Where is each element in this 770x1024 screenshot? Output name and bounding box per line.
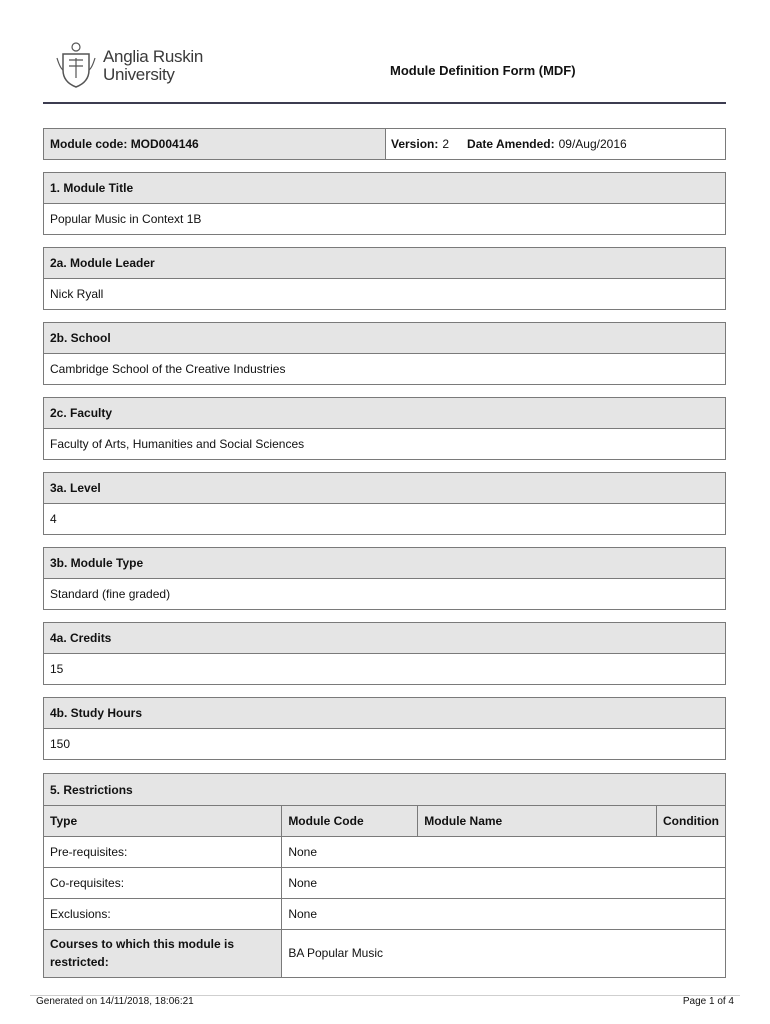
logo-wordmark: Anglia Ruskin University [103,47,204,84]
restrictions-table [44,805,725,977]
section-module-title [43,172,726,235]
section-header: 3a. Level [44,473,725,504]
table-row [44,930,725,977]
table-row [44,837,725,868]
column-header: Type [44,806,282,837]
section-module-type [43,547,726,610]
section-header: 4a. Credits [44,623,725,654]
restriction-type: Courses to which this module is restricted: [44,930,282,977]
section-header: 1. Module Title [44,173,725,204]
column-header: Condition [657,806,726,837]
restriction-type: Exclusions: [44,899,282,930]
form-title: Module Definition Form (MDF) [390,63,576,78]
header-divider [43,102,726,104]
section-faculty [43,397,726,460]
crest-icon [55,40,97,88]
section-header: 4b. Study Hours [44,698,725,729]
restriction-code: None [282,868,725,899]
generated-timestamp: Generated on 14/11/2018, 18:06:21 [36,996,194,1007]
restriction-type: Pre-requisites: [44,837,282,868]
section-header: 2c. Faculty [44,398,725,429]
section-credits [43,622,726,685]
section-level [43,472,726,535]
section-header: 5. Restrictions [44,774,725,805]
section-value: Nick Ryall [50,287,104,301]
section-school [43,322,726,385]
table-row [44,899,725,930]
section-value: Popular Music in Context 1B [50,212,202,226]
section-value: Cambridge School of the Creative Industries [50,362,286,376]
version-info: Version: 2 Date Amended: 09/Aug/2016 [391,137,627,151]
table-header-row [44,806,725,837]
section-study-hours [43,697,726,760]
restriction-code: BA Popular Music [282,930,725,977]
column-header: Module Code [282,806,418,837]
section-value: 15 [50,662,64,676]
restriction-code: None [282,837,725,868]
section-module-leader [43,247,726,310]
section-header: 3b. Module Type [44,548,725,579]
section-value: Standard (fine graded) [50,587,171,601]
page-number: Page 1 of 4 [682,996,734,1007]
restriction-type: Co-requisites: [44,868,282,899]
section-value: 150 [50,737,71,751]
university-logo [55,40,215,90]
section-header: 2b. School [44,323,725,354]
table-row [44,868,725,899]
module-code-box [43,128,726,160]
section-value: Faculty of Arts, Humanities and Social Sciences [50,437,305,451]
module-code: Module code: MOD004146 [44,129,386,159]
column-header: Module Name [418,806,657,837]
section-value: 4 [50,512,57,526]
section-header: 2a. Module Leader [44,248,725,279]
section-restrictions [43,773,726,978]
restriction-code: None [282,899,725,930]
